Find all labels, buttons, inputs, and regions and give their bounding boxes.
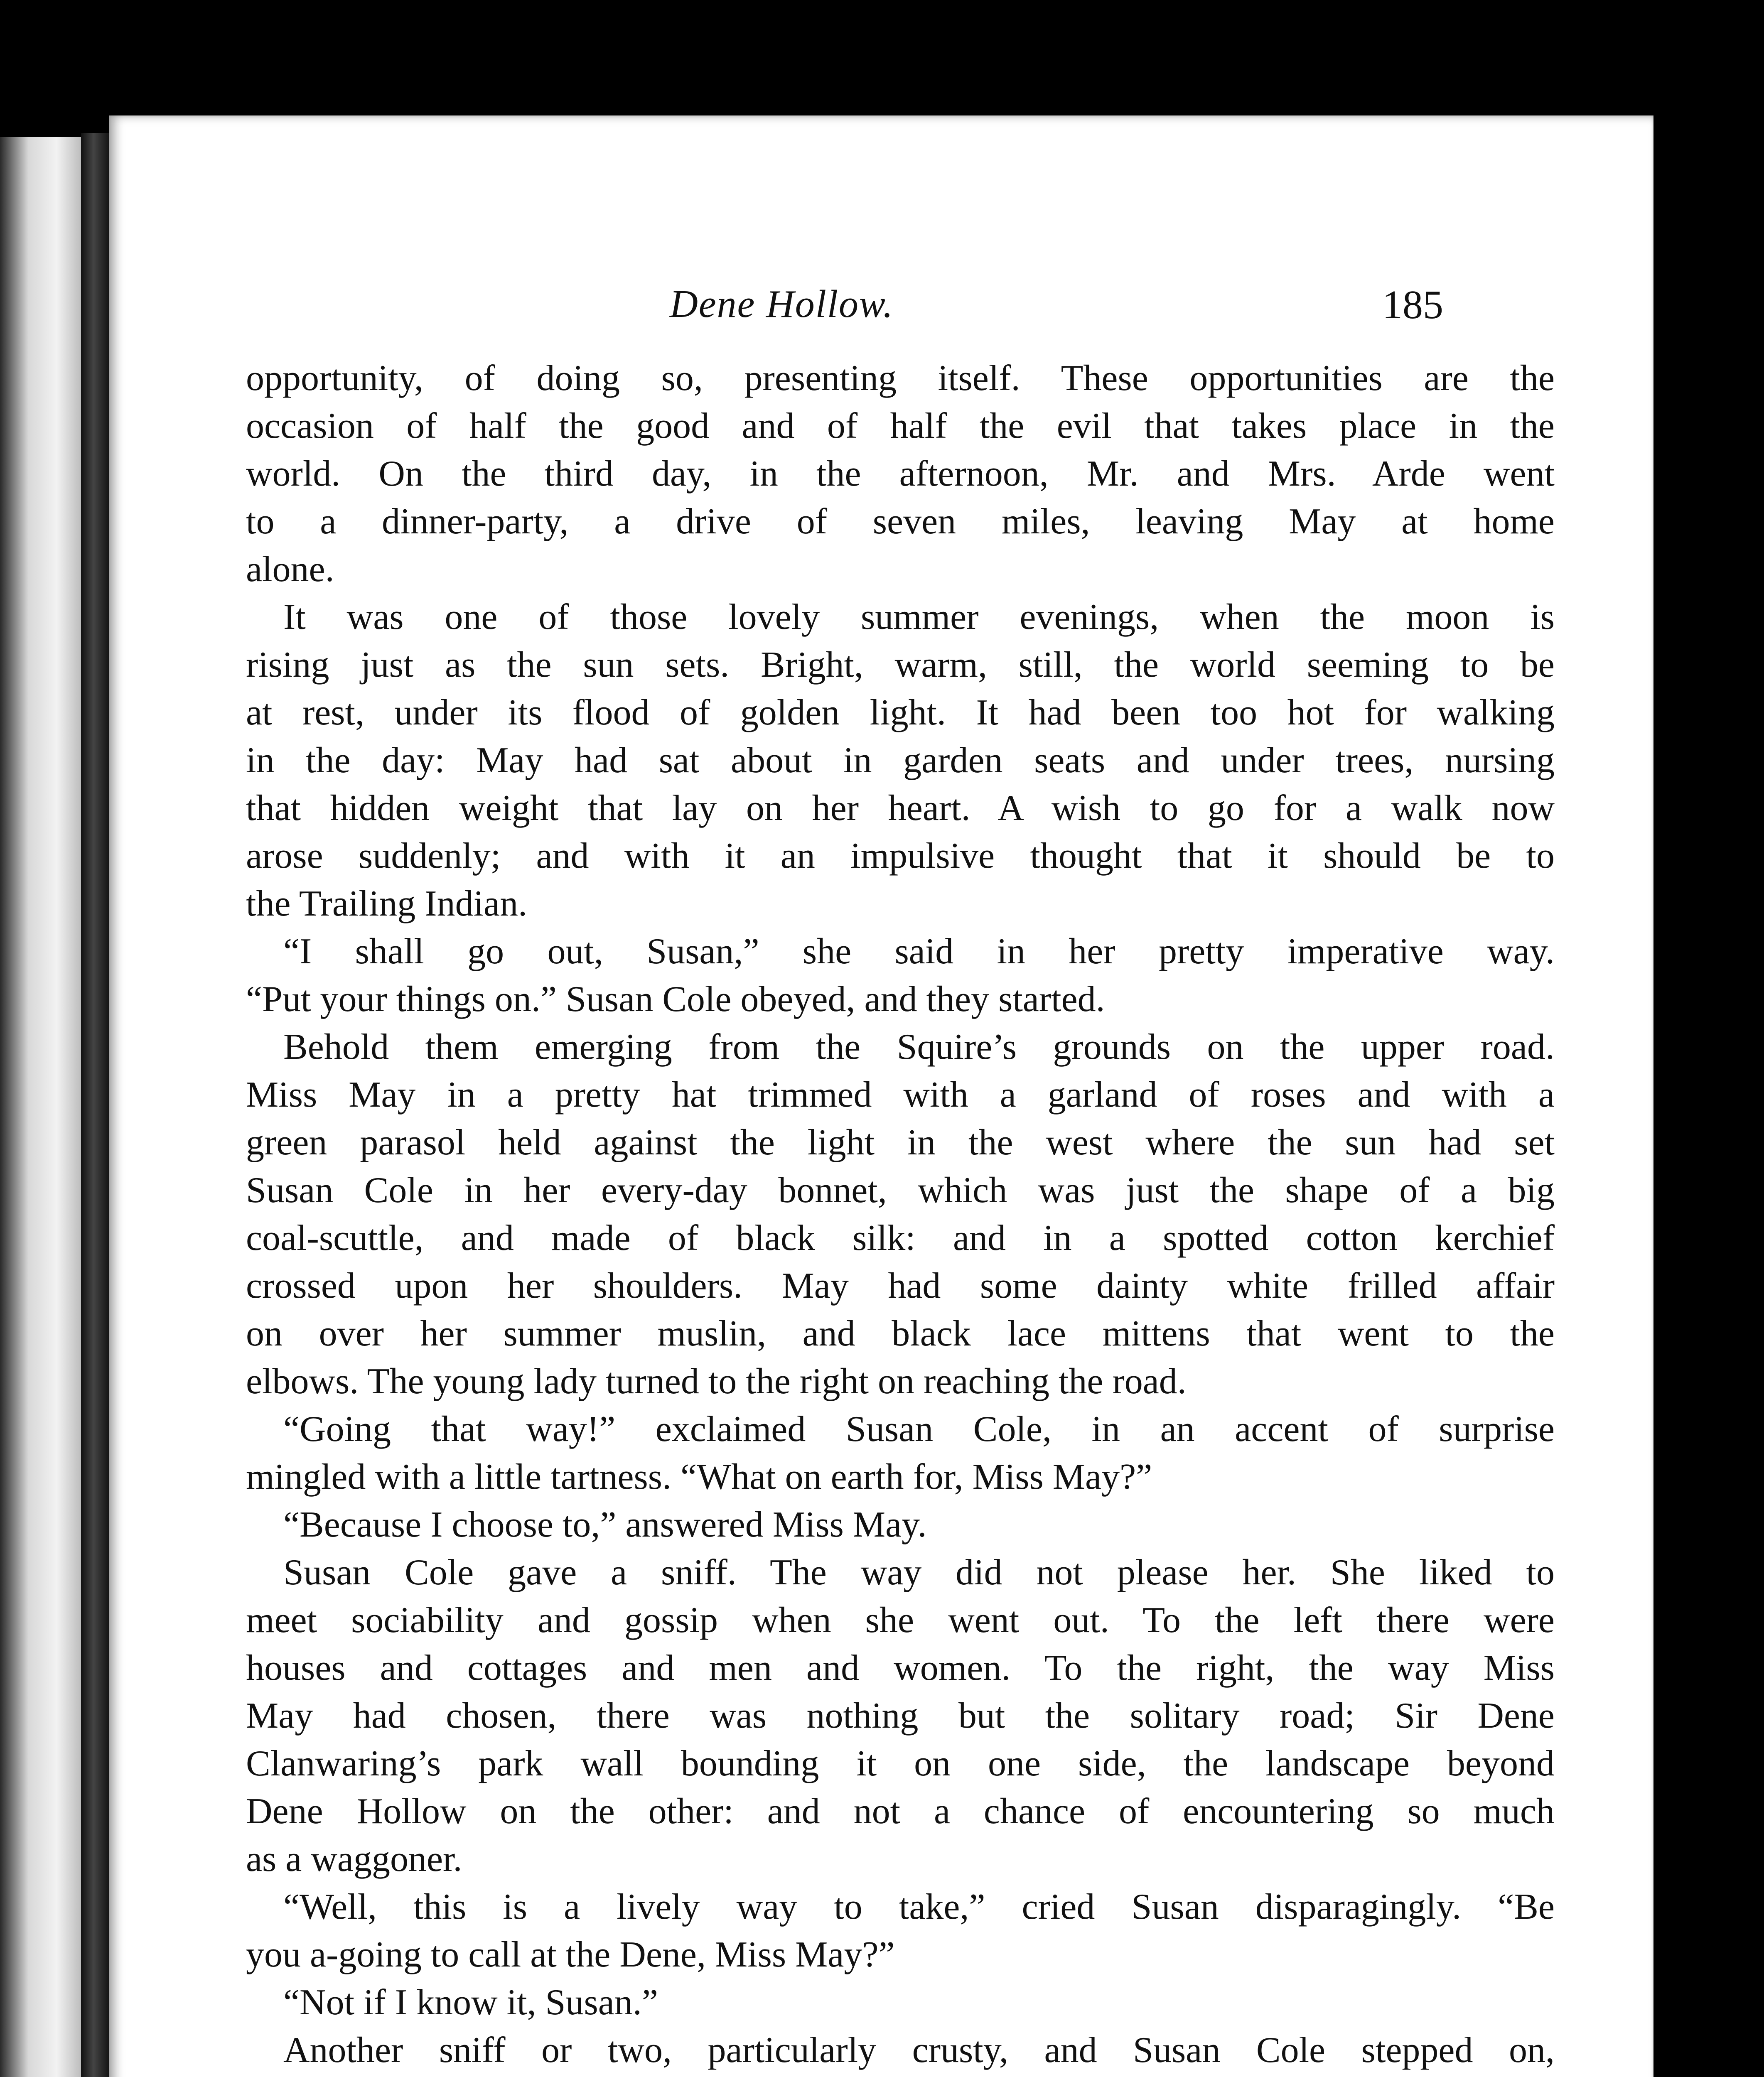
text-line: crossed upon her shoulders. May had some dainty white frilled affair <box>246 1266 1555 1306</box>
text-line: rising just as the sun sets. Bright, warm, still, the world seeming to be <box>246 645 1555 685</box>
text-line: opportunity, of doing so, presenting itself. These opportunities are the <box>246 358 1555 398</box>
text-line: to a dinner-party, a drive of seven miles, leaving May at home <box>246 501 1555 542</box>
text-line: in the day: May had sat about in garden seats and under trees, nursing <box>246 740 1555 781</box>
left-page-edge <box>0 137 81 2077</box>
text-line: Dene Hollow on the other: and not a chance of encountering so much <box>246 1791 1555 1831</box>
running-head <box>109 282 1653 365</box>
text-line: Susan Cole in her every-day bonnet, which was just the shape of a big <box>246 1170 1555 1210</box>
text-line: It was one of those lovely summer evenings, when the moon is <box>283 597 1555 637</box>
text-line: Miss May in a pretty hat trimmed with a garland of roses and with a <box>246 1075 1555 1115</box>
text-line: coal-scuttle, and made of black silk: and in a spotted cotton kerchief <box>246 1218 1555 1258</box>
text-line: alone. <box>246 549 334 589</box>
book-page <box>109 115 1653 2077</box>
text-line: “I shall go out, Susan,” she said in her pretty imperative way. <box>283 931 1555 972</box>
text-line: on over her summer muslin, and black lace mittens that went to the <box>246 1313 1555 1354</box>
text-line: mingled with a little tartness. “What on earth for, Miss May?” <box>246 1457 1152 1497</box>
text-line: world. On the third day, in the afternoon, Mr. and Mrs. Arde went <box>246 454 1555 494</box>
text-line: “Put your things on.” Susan Cole obeyed, and they started. <box>246 979 1105 1019</box>
text-line: Another sniff or two, particularly crusty, and Susan Cole stepped on, <box>283 2030 1555 2070</box>
running-title: Dene Hollow. <box>670 282 894 326</box>
text-line: “Because I choose to,” answered Miss May. <box>283 1505 927 1545</box>
text-line: Behold them emerging from the Squire’s grounds on the upper road. <box>283 1027 1555 1067</box>
text-line: that hidden weight that lay on her heart. A wish to go for a walk now <box>246 788 1555 828</box>
text-line: meet sociability and gossip when she went out. To the left there were <box>246 1600 1555 1640</box>
text-line: arose suddenly; and with it an impulsive thought that it should be to <box>246 836 1555 876</box>
text-line: the Trailing Indian. <box>246 884 528 924</box>
text-line: elbows. The young lady turned to the right on reaching the road. <box>246 1361 1187 1402</box>
book-gutter <box>81 133 112 2077</box>
page-number: 185 <box>1382 282 1443 327</box>
text-line: occasion of half the good and of half the evil that takes place in the <box>246 406 1555 446</box>
text-line <box>246 2074 1555 2077</box>
text-line: at rest, under its flood of golden light. It had been too hot for walking <box>246 692 1555 733</box>
text-line: as a waggoner. <box>246 1839 462 1879</box>
text-line: “Going that way!” exclaimed Susan Cole, in an accent of surprise <box>283 1409 1555 1449</box>
text-line: green parasol held against the light in the west where the sun had set <box>246 1122 1555 1163</box>
text-line: you a-going to call at the Dene, Miss May?” <box>246 1935 895 1975</box>
text-line: “Not if I know it, Susan.” <box>283 1982 658 2023</box>
text-line: houses and cottages and men and women. To the right, the way Miss <box>246 1648 1555 1688</box>
body-text <box>246 354 1555 2077</box>
text-line: Clanwaring’s park wall bounding it on one side, the landscape beyond <box>246 1743 1555 1784</box>
text-line: May had chosen, there was nothing but the solitary road; Sir Dene <box>246 1696 1555 1736</box>
text-line: Susan Cole gave a sniff. The way did not please her. She liked to <box>283 1552 1555 1593</box>
text-line: “Well, this is a lively way to take,” cried Susan disparagingly. “Be <box>283 1887 1555 1927</box>
